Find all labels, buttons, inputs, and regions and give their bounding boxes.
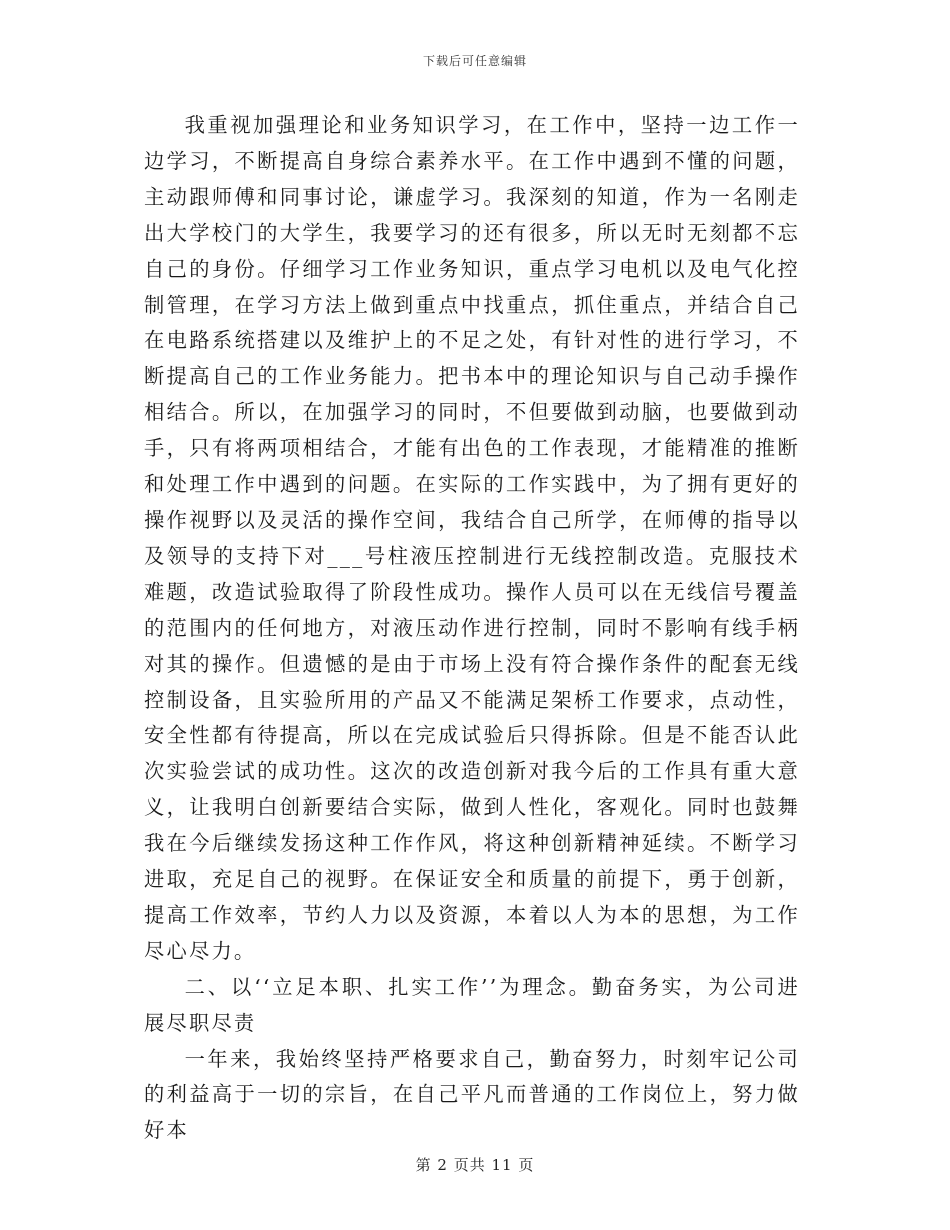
page-header: 下载后可任意编辑: [422, 54, 527, 68]
section-heading-2: 二、以‘‘立足本职、扎实工作’’为理念。勤奋务实，为公司进展尽职尽责: [144, 974, 800, 1035]
document-body: [144, 108, 800, 1149]
body-paragraph-3: 一年来，我始终坚持严格要求自己，勤奋努力，时刻牢记公司的利益高于一切的宗旨，在自己平凡而普通的工作岗位上，努力做好本: [144, 1046, 800, 1143]
page-number-footer: 第 2 页共 11 页: [415, 1156, 535, 1174]
body-paragraph-1: 我重视加强理论和业务知识学习，在工作中，坚持一边工作一边学习，不断提高自身综合素养水平。在工作中遇到不懂的问题，主动跟师傅和同事讨论，谦虚学习。我深刻的知道，作为一名刚走出大学校门的大学生，我要学习的还有很多，所以无时无刻都不忘自己的身份。仔细学习工作业务知识，重点学习电机以及电气化控制管理，在学习方法上做到重点中找重点，抓住重点，并结合自己在电路系统搭建以及维护上的不足之处，有针对性的进行学习，不断提高自己的工作业务能力。把书本中的理论知识与自己动手操作相结合。所以，在加强学习的同时，不但要做到动脑，也要做到动手，只有将两项相结合，才能有出色的工作表现，才能精准的推断和处理工作中遇到的问题。在实际的工作实践中，为了拥有更好的操作视野以及灵活的操作空间，我结合自己所学，在师傅的指导以及领导的支持下对___号柱液压控制进行无线控制改造。克服技术难题，改造试验取得了阶段性成功。操作人员可以在无线信号覆盖的范围内的任何地方，对液压动作进行控制，同时不影响有线手柄对其的操作。但遗憾的是由于市场上没有符合操作条件的配套无线控制设备，且实验所用的产品又不能满足架桥工作要求，点动性，安全性都有待提高，所以在完成试验后只得拆除。但是不能否认此次实验尝试的成功性。这次的改造创新对我今后的工作具有重大意义，让我明白创新要结合实际，做到人性化，客观化。同时也鼓舞我在今后继续发扬这种工作作风，将这种创新精神延续。不断学习进取，充足自己的视野。在保证安全和质量的前提下，勇于创新，提高工作效率，节约人力以及资源，本着以人为本的思想，为工作尽心尽力。: [144, 113, 800, 963]
